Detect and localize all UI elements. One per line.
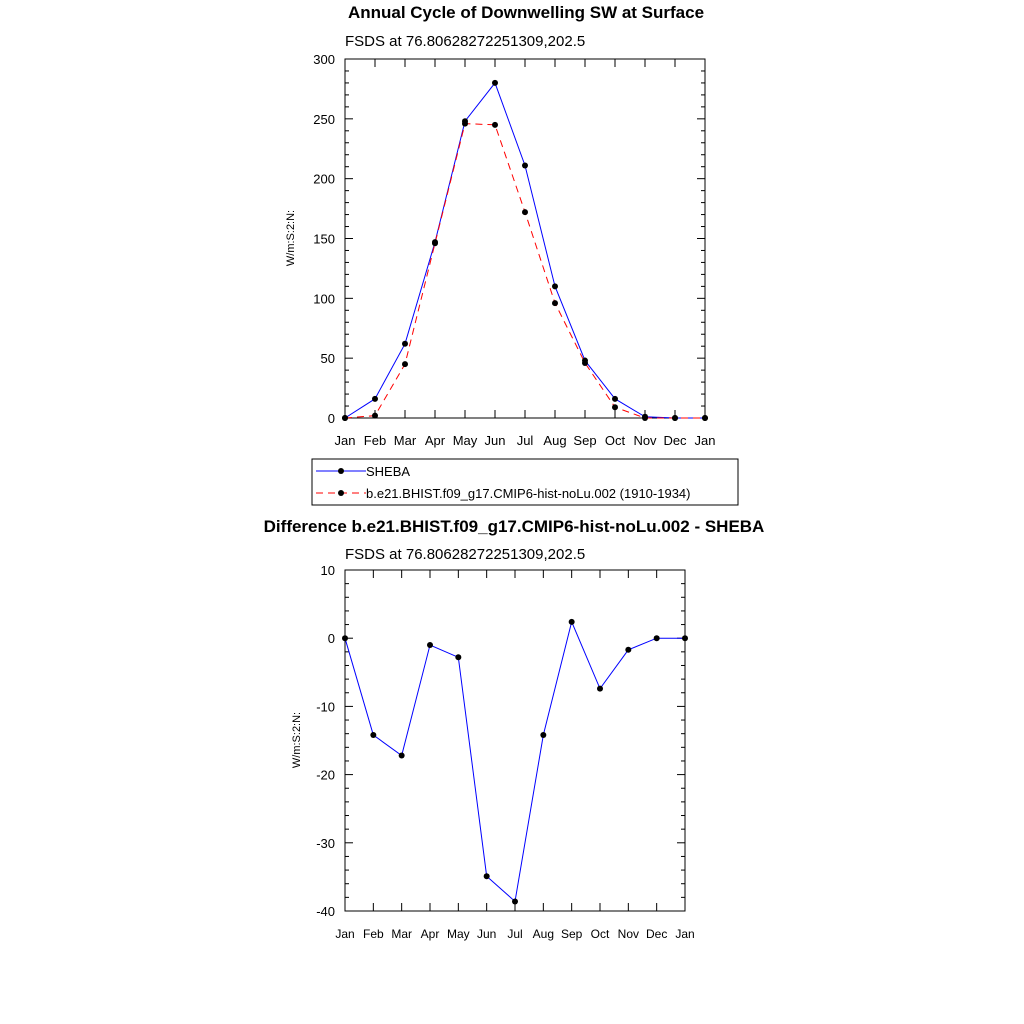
data-point-s1 — [682, 635, 688, 641]
data-point-s2 — [372, 413, 378, 419]
x-tick-label: Nov — [617, 927, 640, 941]
x-tick-label: May — [446, 927, 470, 941]
annual-cycle-chart — [285, 3, 738, 505]
y-axis-label: W/m:S:2:N: — [291, 711, 303, 769]
data-point-s2 — [492, 122, 498, 128]
y-tick-label: 300 — [313, 52, 335, 67]
data-point-s1 — [427, 642, 433, 648]
plot-frame — [345, 570, 685, 911]
data-point-s1 — [372, 396, 378, 402]
data-point-s1 — [399, 753, 405, 759]
series-line-1 — [345, 622, 685, 902]
x-tick-label: Nov — [633, 433, 657, 448]
data-point-s2 — [702, 415, 708, 421]
x-tick-label: Dec — [663, 433, 687, 448]
x-tick-label: May — [452, 433, 478, 448]
y-tick-label: 10 — [320, 563, 335, 578]
y-tick-label: 150 — [313, 231, 335, 247]
x-tick-label: Feb — [362, 927, 384, 941]
y-tick-label: 100 — [313, 291, 335, 307]
data-point-s1 — [484, 873, 490, 879]
data-point-s1 — [612, 396, 618, 402]
x-tick-label: Jan — [334, 433, 356, 448]
x-tick-label: Jan — [675, 927, 695, 941]
y-tick-label: -40 — [316, 904, 335, 919]
x-tick-label: Mar — [391, 927, 413, 941]
data-point-s2 — [342, 415, 348, 421]
y-tick-label: 200 — [313, 171, 335, 187]
difference-chart — [264, 517, 765, 941]
data-point-s1 — [370, 732, 376, 738]
series-line-1 — [345, 83, 705, 418]
data-point-s1 — [512, 898, 518, 904]
x-tick-label: Aug — [532, 927, 555, 941]
data-point-s1 — [597, 686, 603, 692]
x-tick-label: Aug — [543, 433, 567, 448]
x-tick-label: Jan — [335, 927, 355, 941]
chart-title: Annual Cycle of Downwelling SW at Surface — [347, 3, 705, 22]
legend — [312, 459, 738, 505]
y-axis-label: W/m:S:2:N: — [285, 209, 297, 267]
x-tick-label: Jun — [476, 927, 497, 941]
y-tick-label: 0 — [327, 411, 335, 426]
x-tick-label: Oct — [590, 927, 610, 941]
x-tick-label: Sep — [560, 927, 583, 941]
y-tick-label: -10 — [316, 699, 335, 715]
data-point-s2 — [612, 404, 618, 410]
data-point-s2 — [672, 415, 678, 421]
data-point-s1 — [342, 635, 348, 641]
legend-marker-model — [338, 490, 344, 496]
x-tick-label: Apr — [424, 433, 446, 448]
data-point-s1 — [402, 341, 408, 347]
x-tick-label: Feb — [363, 433, 387, 448]
legend-label-model: b.e21.BHIST.f09_g17.CMIP6-hist-noLu.002 (1910-1934) — [366, 486, 691, 501]
data-point-s2 — [462, 121, 468, 127]
data-point-s1 — [540, 732, 546, 738]
data-point-s2 — [582, 360, 588, 366]
x-tick-label: Jan — [694, 433, 716, 448]
data-point-s2 — [522, 209, 528, 215]
series-group — [342, 80, 708, 421]
x-tick-label: Apr — [420, 927, 440, 941]
y-tick-label: 250 — [313, 111, 335, 127]
data-point-s1 — [522, 163, 528, 169]
y-tick-label: 50 — [320, 351, 335, 367]
data-point-s1 — [569, 619, 575, 625]
x-tick-label: Sep — [573, 433, 597, 448]
chart-title: Difference b.e21.BHIST.f09_g17.CMIP6-hist-noLu.002 - SHEBA — [263, 517, 765, 536]
x-tick-label: Dec — [645, 927, 668, 941]
x-tick-label: Jul — [507, 927, 523, 941]
axis-ticks — [313, 52, 715, 448]
axis-ticks — [316, 563, 694, 941]
data-point-s1 — [492, 80, 498, 86]
data-point-s1 — [625, 647, 631, 653]
x-tick-label: Mar — [393, 433, 417, 448]
series-group — [342, 619, 688, 905]
x-tick-label: Jun — [484, 433, 506, 448]
y-tick-label: -30 — [316, 835, 335, 851]
data-point-s2 — [642, 415, 648, 421]
legend-marker-sheba — [338, 468, 344, 474]
data-point-s2 — [432, 240, 438, 246]
plot-frame — [345, 59, 705, 418]
legend-label-sheba: SHEBA — [366, 464, 411, 479]
data-point-s1 — [654, 635, 660, 641]
y-tick-label: 0 — [327, 631, 335, 647]
x-tick-label: Jul — [516, 433, 534, 448]
chart-subtitle: FSDS at 76.80628272251309,202.5 — [345, 546, 586, 563]
chart-subtitle: FSDS at 76.80628272251309,202.5 — [345, 33, 586, 50]
data-point-s1 — [552, 283, 558, 289]
y-tick-label: -20 — [316, 767, 335, 783]
data-point-s2 — [552, 300, 558, 306]
x-tick-label: Oct — [604, 433, 626, 448]
data-point-s1 — [455, 654, 461, 660]
data-point-s2 — [402, 361, 408, 367]
